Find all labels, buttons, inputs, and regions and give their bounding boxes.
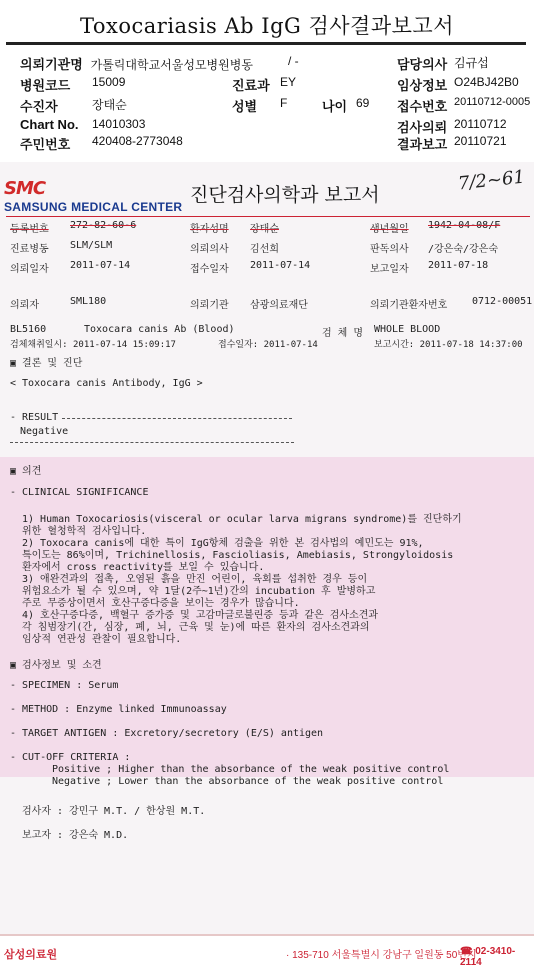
- receipt-no-label: 접수번호: [397, 99, 448, 114]
- dept-label: 진료과: [232, 78, 270, 93]
- client: SML180: [70, 296, 107, 307]
- report-heading: 진단검사의학과 보고서: [190, 184, 380, 206]
- resident-no-row: [20, 134, 183, 153]
- note-line: 주로 무증상이면서 호산구증다증을 보이는 경우가 많습니다.: [22, 598, 300, 609]
- dept-ward-label: 진료병동: [10, 244, 49, 255]
- note-line: 환자에서 cross reactivity를 보일 수 있습니다.: [22, 562, 265, 573]
- smc-logo-text: SMC: [4, 178, 46, 199]
- result-value: Negative: [20, 426, 69, 437]
- antigen-line: - TARGET ANTIGEN : Excretory/secretory (E/S) antigen: [10, 728, 324, 739]
- dept-row: [232, 75, 297, 94]
- note-line: 위한 혈청학적 검사입니다.: [22, 526, 147, 537]
- hospital-code-row: [20, 75, 126, 94]
- footer-hospital-name: 삼성의료원: [4, 949, 58, 961]
- reporter-line: 보고자 : 강은숙 M.D.: [22, 830, 129, 841]
- clinical-significance-heading: - CLINICAL SIGNIFICANCE: [10, 487, 149, 498]
- footer-phone: ☎ 02-3410-2114: [460, 946, 516, 966]
- note-line: 2) Toxocara canis에 대한 특이 IgG항체 검출을 위한 본 검사법의 예민도는 91%,: [22, 538, 424, 549]
- patient-value: 장태순: [92, 98, 127, 112]
- chart-no-row: [20, 117, 146, 132]
- negative-criteria: Negative ; Lower than the absorbance of the weak positive control: [52, 776, 444, 787]
- req-org-label: 의뢰기관: [190, 300, 229, 311]
- sex-label: 성별: [232, 99, 258, 114]
- sex-row: [232, 96, 288, 115]
- dept-value: EY: [280, 75, 297, 89]
- reg-no: 272-82-60-6: [70, 220, 137, 231]
- age-label: 나이: [322, 99, 348, 114]
- note-line: 특이도는 86%이며, Trichinellosis, Fascioliasis, Amebiasis, Strongyloidosis: [22, 550, 454, 561]
- title-divider: [6, 42, 526, 45]
- tester-line: 검사자 : 강민구 M.T. / 한상원 M.T.: [22, 806, 206, 817]
- req-date: 2011-07-14: [70, 260, 131, 271]
- specimen-line: - SPECIMEN : Serum: [10, 680, 119, 691]
- opinion-heading: ▣ 의견: [10, 466, 42, 477]
- req-doctor: 김선희: [250, 244, 279, 255]
- reported-time: 보고시간: 2011-07-18 14:37:00: [374, 340, 523, 350]
- scanned-report: [0, 162, 534, 966]
- patient-name-label: 환자성명: [190, 224, 229, 235]
- rep-date: 2011-07-18: [428, 260, 489, 271]
- note-line: 4) 호산구증다증, 백혈구 증가증 및 고감마글로불린증 등과 같은 검사소견과: [22, 610, 379, 621]
- patient-name: 장태순: [250, 224, 279, 235]
- note-line: 임상적 연관성 관찰이 필요합니다.: [22, 634, 182, 645]
- test-code: BL5160: [10, 324, 47, 335]
- org-patient-no: 0712-00051: [472, 296, 533, 307]
- recv-date-label: 접수일자: [190, 264, 229, 275]
- hospital-name: SAMSUNG MEDICAL CENTER: [4, 200, 183, 214]
- specimen-name: WHOLE BLOOD: [374, 324, 441, 335]
- resident-no-value: 420408-2773048: [92, 134, 183, 148]
- lab-report-header: [0, 0, 534, 160]
- client-label: 의뢰자: [10, 300, 39, 311]
- client-name-label: 의뢰기관명: [20, 57, 83, 72]
- specimen-label: 검 체 명: [322, 328, 364, 339]
- sex-value: F: [280, 96, 288, 110]
- chart-no-label: Chart No.: [20, 117, 79, 132]
- result-dash-line: [62, 418, 292, 419]
- client-name-row: [20, 54, 253, 73]
- antibody-title: < Toxocara canis Antibody, IgG >: [10, 378, 203, 389]
- clinical-info-label: 임상정보: [397, 78, 448, 93]
- birth-date: 1942-04-08/F: [428, 220, 501, 231]
- req-date-label: 의뢰일자: [10, 264, 49, 275]
- clinical-info-row: [397, 75, 519, 94]
- patient-label: 수진자: [20, 99, 58, 114]
- hospital-code-label: 병원코드: [20, 78, 71, 93]
- red-divider: [6, 216, 530, 217]
- footer-address: · 135-710 서울특별시 강남구 일원동 50번지: [286, 950, 477, 961]
- patient-row: [20, 96, 127, 115]
- test-name: Toxocara canis Ab (Blood): [84, 324, 235, 335]
- report-date-value: 20110721: [454, 134, 507, 148]
- chart-no-value: 14010303: [92, 117, 146, 131]
- received-date: 접수일자: 2011-07-14: [218, 340, 318, 350]
- collect-time: 검체채취일시: 2011-07-14 15:09:17: [10, 340, 176, 350]
- request-date-label: 검사의뢰: [397, 120, 448, 135]
- note-line: 1) Human Toxocariosis(visceral or ocular larva migrans syndrome)를 진단하기: [22, 514, 462, 525]
- recv-date: 2011-07-14: [250, 260, 311, 271]
- resident-no-label: 주민번호: [20, 137, 71, 152]
- report-date-row: [397, 134, 507, 153]
- cutoff-heading: - CUT-OFF CRITERIA :: [10, 752, 131, 763]
- age-value: 69: [356, 96, 370, 110]
- req-doctor-label: 의뢰의사: [190, 244, 229, 255]
- positive-criteria: Positive ; Higher than the absorbance of the weak positive control: [52, 764, 450, 775]
- org-patient-no-label: 의뢰기관환자번호: [370, 300, 448, 311]
- report-title: Toxocariasis Ab IgG 검사결과보고서: [80, 14, 454, 38]
- request-date-value: 20110712: [454, 117, 507, 131]
- birth-label: 생년월일: [370, 224, 409, 235]
- ward-value: / -: [288, 54, 299, 68]
- doctor-label: 담당의사: [397, 57, 448, 72]
- doctor-row: [397, 54, 489, 73]
- reg-no-label: 등록번호: [10, 224, 49, 235]
- report-footer: [0, 934, 534, 966]
- note-line: 각 침범장기(간, 심장, 폐, 뇌, 근육 및 눈)에 따른 환자의 검사소견과의: [22, 622, 370, 633]
- result-bottom-dash: [10, 442, 294, 443]
- test-info-heading: ▣ 검사정보 및 소견: [10, 660, 102, 671]
- age-row: [322, 96, 370, 115]
- reader: /강은숙/강은숙: [428, 244, 499, 255]
- handwritten-signature: 7/2~61: [457, 166, 526, 195]
- rep-date-label: 보고일자: [370, 264, 409, 275]
- reader-label: 판독의사: [370, 244, 409, 255]
- smc-logo: [4, 178, 182, 214]
- dept-ward: SLM/SLM: [70, 240, 113, 251]
- note-line: 3) 애완견과의 접촉, 오염된 흙을 만진 어린이, 육회를 섭취한 경우 등이: [22, 574, 368, 585]
- doctor-value: 김규섭: [454, 56, 489, 70]
- clinical-info-value: O24BJ42B0: [454, 75, 519, 89]
- result-section-heading: ▣ 결론 및 진단: [10, 358, 83, 369]
- receipt-no-row: [397, 96, 531, 115]
- report-date-label: 결과보고: [397, 137, 448, 152]
- hospital-code-value: 15009: [92, 75, 126, 89]
- note-line: 위험요소가 될 수 있으며, 약 1달(2주~1년)간의 incubation 후 발병하고: [22, 586, 376, 597]
- result-label: - RESULT: [10, 412, 59, 423]
- client-name-value: 가톨릭대학교서울성모병원병동: [90, 58, 253, 72]
- method-line: - METHOD : Enzyme linked Immunoassay: [10, 704, 227, 715]
- receipt-no-value: 20110712-0005: [454, 96, 531, 108]
- req-org: 삼광의료재단: [250, 300, 308, 311]
